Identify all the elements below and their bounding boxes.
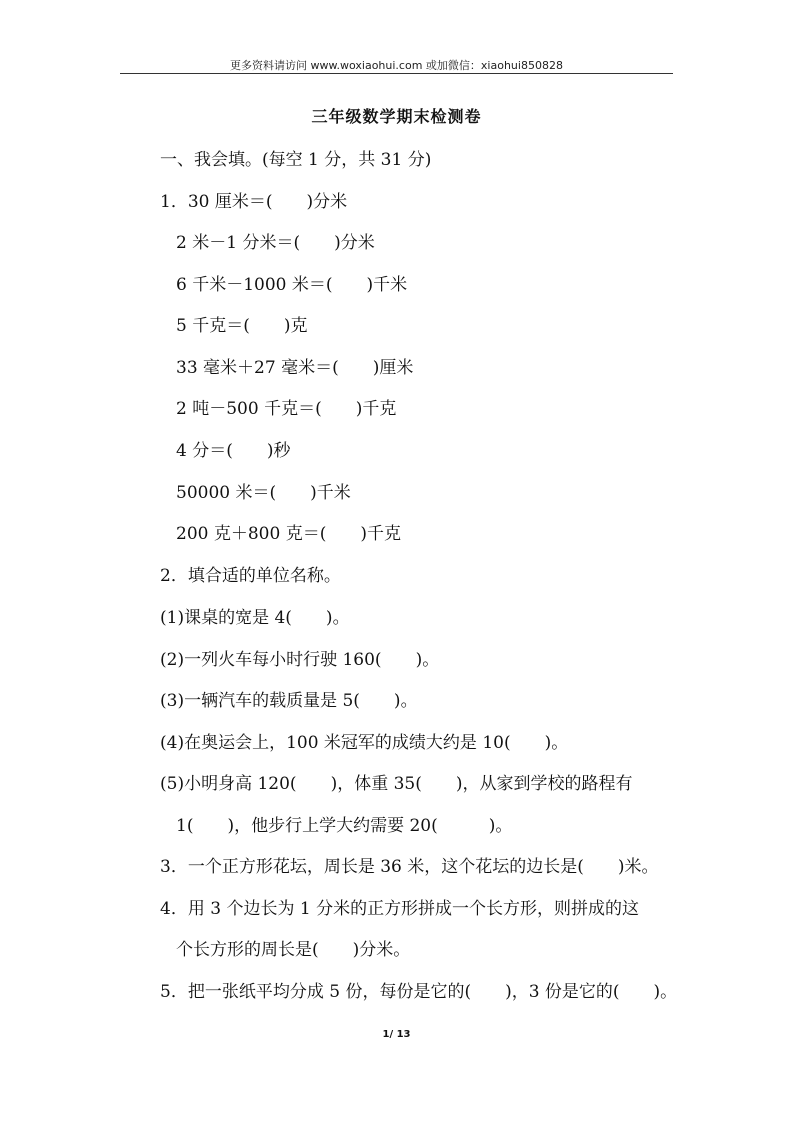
question-1-item: 200 克＋800 克＝( )千克 xyxy=(176,524,401,544)
question-1-item: 50000 米＝( )千米 xyxy=(176,483,351,503)
question-1-item: 5 千克＝( )克 xyxy=(176,316,308,336)
page-title: 三年级数学期末检测卷 xyxy=(311,107,482,126)
header-divider xyxy=(120,73,673,74)
page-number: 1/ 13 xyxy=(382,1029,411,1040)
question-2-item: (3)一辆汽车的载质量是 5( )。 xyxy=(160,691,418,711)
question-4: 4．用 3 个边长为 1 分米的正方形拼成一个长方形，则拼成的这 xyxy=(160,899,640,919)
question-1-item: 33 毫米＋27 毫米＝( )厘米 xyxy=(176,358,414,378)
question-1-item: 4 分＝( )秒 xyxy=(176,441,291,461)
page-header: 更多资料请访问 www.woxiaohui.com 或加微信：xiaohui850828 xyxy=(230,59,563,72)
question-2-item: (5)小明身高 120( )，体重 35( )，从家到学校的路程有 xyxy=(160,774,633,794)
question-2-item: (1)课桌的宽是 4( )。 xyxy=(160,608,350,628)
question-2: 2．填合适的单位名称。 xyxy=(160,566,341,586)
question-1-item: 2 吨－500 千克＝( )千克 xyxy=(176,399,397,419)
question-3: 3．一个正方形花坛，周长是 36 米，这个花坛的边长是( )米。 xyxy=(160,857,659,877)
question-1: 1．30 厘米＝( )分米 xyxy=(160,192,348,212)
question-2-item: (4)在奥运会上，100 米冠军的成绩大约是 10( )。 xyxy=(160,733,569,753)
question-1-item: 6 千米－1000 米＝( )千米 xyxy=(176,275,408,295)
question-4-continued: 个长方形的周长是( )分米。 xyxy=(176,940,411,960)
question-5: 5．把一张纸平均分成 5 份，每份是它的( )，3 份是它的( )。 xyxy=(160,982,678,1002)
question-1-item: 2 米－1 分米＝( )分米 xyxy=(176,233,375,253)
question-2-item: 1( )，他步行上学大约需要 20( )。 xyxy=(176,816,513,836)
question-2-item: (2)一列火车每小时行驶 160( )。 xyxy=(160,650,440,670)
section-heading: 一、我会填。(每空 1 分，共 31 分) xyxy=(160,150,432,170)
